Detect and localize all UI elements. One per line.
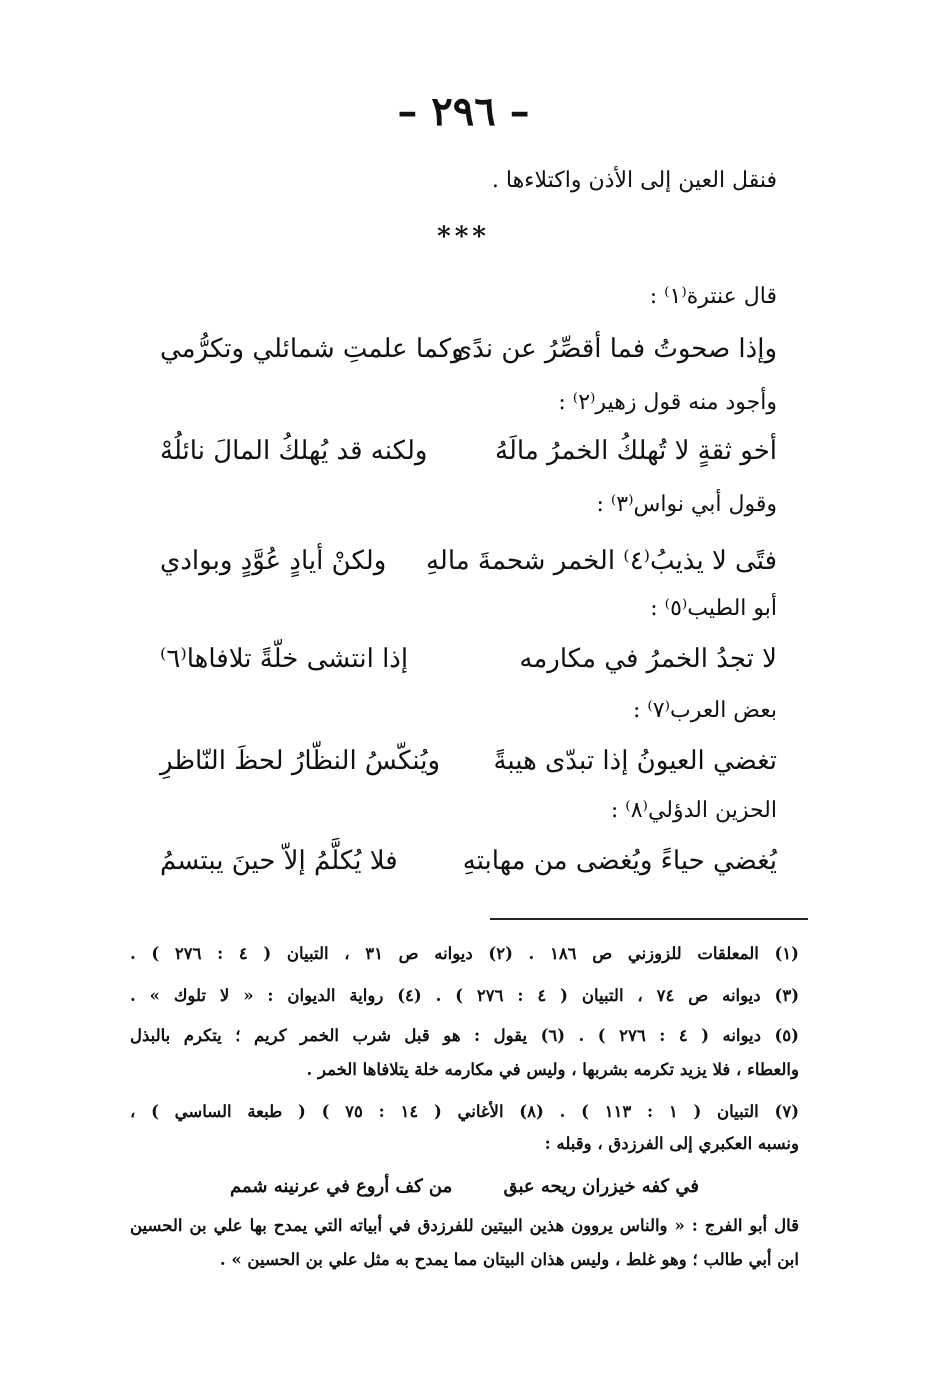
verse-hemistich-first: لا تجدُ الخمرُ في مكارمه [519,644,777,674]
footnote-divider [490,918,808,920]
footnote-line: (٥) ديوانه ( ٤ : ٢٧٦ ) . (٦) يقول : هو قبل شرب الخمر كريم ؛ يتكرم بالبذل [130,1026,799,1045]
section-separator: *** [437,222,490,252]
verse-hemistich-second: ولكنه قد يُهلكُ المالَ نائلُهْ [160,436,428,466]
footnote-line: ابن أبي طالب ؛ وهو غلط ، وليس هذان البيتان مما يمدح به مثل علي بن الحسين » . [219,1250,799,1269]
footnote-line: (٧) التبيان ( ١ : ١١٣ ) . (٨) الأغاني ( ١٤ : ٧٥ ) ( طبعة الساسي ) ، [130,1102,799,1121]
verse-hemistich-first: وإذا صحوتُ فما أقصِّرُ عن ندًى [451,334,777,364]
verse-hemistich-second: ويُنكّسُ النظّارُ لحظَ النّاظرِ [160,746,441,776]
verse-hemistich-second: إذا انتشى خلّةً تلافاها⁽٦⁾ [160,644,409,674]
page-number: – ٢٩٦ – [397,88,530,135]
verse-hemistich-first: فتًى لا يذيبُ⁽٤⁾ الخمر شحمةَ مالهِ [425,546,777,576]
verse-intro: وأجود منه قول زهير⁽٢⁾ : [558,390,777,415]
verse-intro: أبو الطيب⁽٥⁾ : [650,596,777,621]
verse-hemistich-second: ولكنْ أيادٍ عُوَّدٍ وبوادي [160,546,387,576]
footnote-line: (١) المعلقات للزوزني ص ١٨٦ . (٢) ديوانه ص ٣١ ، التبيان ( ٤ : ٢٧٦ ) . [130,944,799,963]
footnote-line: (٣) ديوانه ص ٧٤ ، التبيان ( ٤ : ٢٧٦ ) . (٤) رواية الديوان : « لا تلوك » . [130,986,799,1005]
verse-intro: بعض العرب⁽٧⁾ : [632,698,777,723]
footnote-verse-second: من كف أروع في عرنينه شمم [230,1176,453,1197]
footnote-line: قال أبو الفرج : « والناس يروون هذين البيتين للفرزدق في أبياته التي يمدح بها علي بن الحسين [130,1216,799,1235]
verse-hemistich-second: وكما علمتِ شمائلي وتكرُّمي [160,334,464,364]
verse-hemistich-first: تغضي العيونُ إذا تبدّى هيبةً [493,746,777,776]
footnote-verse-first: في كفه خيزران ريحه عبق [503,1176,699,1197]
verse-intro: قال عنترة⁽١⁾ : [649,284,777,309]
verse-hemistich-first: أخو ثقةٍ لا تُهلكُ الخمرُ مالَهُ [495,436,777,466]
opening-line: فنقل العين إلى الأذن واكتلاءها . [491,168,777,193]
footnote-line: ونسبه العكبري إلى الفرزدق ، وقبله : [544,1134,799,1153]
verse-intro: الحزين الدؤلي⁽٨⁾ : [610,798,777,823]
verse-hemistich-first: يُغضي حياءً ويُغضى من مهابتهِ [462,846,777,876]
footnote-line: والعطاء ، فلا يزيد تكرمه بشربها ، وليس في مكارمه خلة يتلافاها الخمر . [306,1060,799,1079]
verse-hemistich-second: فلا يُكلَّمُ إلاّ حينَ يبتسمُ [160,846,398,876]
verse-intro: وقول أبي نواس⁽٣⁾ : [596,492,777,517]
